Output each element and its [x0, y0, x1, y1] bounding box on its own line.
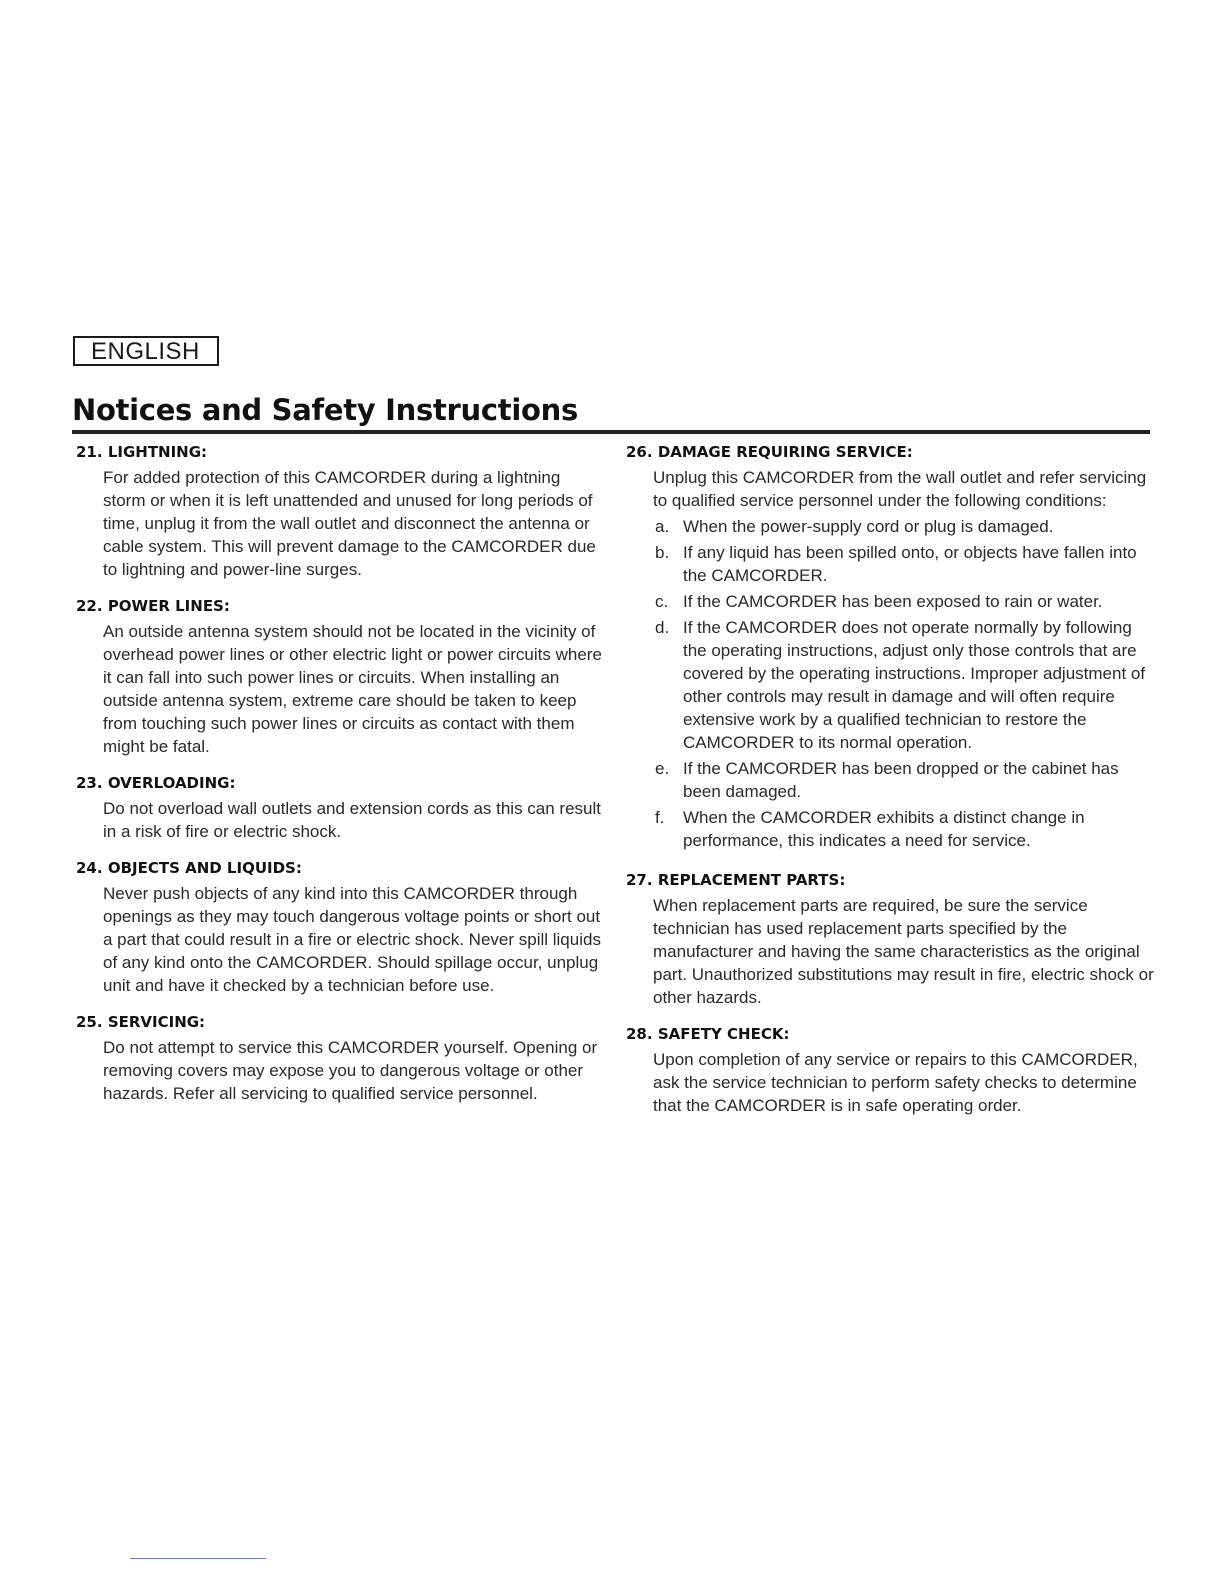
section-servicing: [76, 1010, 606, 1105]
section-heading: SERVICING:: [107, 1013, 206, 1031]
right-column: [626, 440, 1156, 1117]
list-marker: a.: [655, 517, 670, 536]
list-marker: b.: [655, 543, 670, 562]
list-item: [653, 757, 1156, 803]
section-heading: LIGHTNING:: [107, 443, 208, 461]
section-body: When replacement parts are required, be sure the service technician has used replacement parts specified by the manufacturer and having the same characteristics as the original part. Unauthorized substitutions may result in fire, electric shock or other hazards.: [653, 896, 1154, 1007]
section-heading: REPLACEMENT PARTS:: [657, 871, 846, 889]
section-heading: DAMAGE REQUIRING SERVICE:: [657, 443, 913, 461]
section-number: 28.: [626, 1025, 653, 1043]
section-safety-check: [626, 1022, 1156, 1117]
list-item-text: If the CAMCORDER has been dropped or the cabinet has been damaged.: [683, 759, 1119, 801]
left-column: [76, 440, 606, 1105]
section-body: Upon completion of any service or repairs to this CAMCORDER, ask the service technician to perform safety checks to determine that the CAMCORDER is in safe operating order.: [653, 1050, 1138, 1115]
list-item-text: When the power-supply cord or plug is damaged.: [683, 517, 1054, 536]
section-lightning: [76, 440, 606, 581]
section-number: 25.: [76, 1013, 103, 1031]
condition-list: [653, 515, 1156, 852]
footer-line: [130, 1558, 266, 1559]
list-item-text: If the CAMCORDER has been exposed to rain or water.: [683, 592, 1103, 611]
language-label: ENGLISH: [73, 336, 219, 366]
page-title: Notices and Safety Instructions: [72, 393, 578, 427]
list-marker: f.: [655, 808, 665, 827]
list-item: [653, 616, 1156, 754]
section-heading: OBJECTS AND LIQUIDS:: [107, 859, 302, 877]
section-replacement-parts: [626, 868, 1156, 1009]
section-heading: SAFETY CHECK:: [657, 1025, 790, 1043]
section-body: Unplug this CAMCORDER from the wall outlet and refer servicing to qualified service personnel under the following conditions:: [653, 468, 1147, 510]
section-number: 23.: [76, 774, 103, 792]
section-power-lines: [76, 594, 606, 758]
list-item: [653, 515, 1156, 538]
section-number: 22.: [76, 597, 103, 615]
section-damage-requiring-service: [626, 440, 1156, 852]
title-divider: [72, 430, 1150, 434]
list-item-text: When the CAMCORDER exhibits a distinct change in performance, this indicates a need for service.: [683, 808, 1085, 850]
section-number: 27.: [626, 871, 653, 889]
list-marker: e.: [655, 759, 670, 778]
section-heading: POWER LINES:: [107, 597, 230, 615]
list-item-text: If any liquid has been spilled onto, or objects have fallen into the CAMCORDER.: [683, 543, 1137, 585]
list-item: [653, 590, 1156, 613]
section-number: 26.: [626, 443, 653, 461]
section-objects-and-liquids: [76, 856, 606, 997]
section-number: 21.: [76, 443, 103, 461]
list-marker: c.: [655, 592, 669, 611]
section-overloading: [76, 771, 606, 843]
section-body: Never push objects of any kind into this CAMCORDER through openings as they may touch dangerous voltage points or short out a part that could result in a fire or electric shock. Never spill liquids of any kind onto the CAMCORDER. Should spillage occur, unplug unit and have it checked by a technician before use.: [103, 884, 601, 995]
list-item: [653, 806, 1156, 852]
section-body: Do not attempt to service this CAMCORDER yourself. Opening or removing covers may expose you to dangerous voltage or other hazards. Refer all servicing to qualified service personnel.: [103, 1038, 598, 1103]
list-item-text: If the CAMCORDER does not operate normally by following the operating instructions, adjust only those controls that are covered by the operating instructions. Improper adjustment of other controls may result in damage and will often require extensive work by a qualified technician to restore the CAMCORDER to its normal operation.: [683, 618, 1146, 752]
list-marker: d.: [655, 618, 670, 637]
section-number: 24.: [76, 859, 103, 877]
section-body: Do not overload wall outlets and extension cords as this can result in a risk of fire or electric shock.: [103, 799, 601, 841]
section-heading: OVERLOADING:: [107, 774, 236, 792]
list-item: [653, 541, 1156, 587]
section-body: An outside antenna system should not be located in the vicinity of overhead power lines or other electric light or power circuits where it can fall into such power lines or circuits. When installing an outside antenna system, extreme care should be taken to keep from touching such power lines or circuits as contact with them might be fatal.: [103, 622, 602, 756]
section-body: For added protection of this CAMCORDER during a lightning storm or when it is left unattended and unused for long periods of time, unplug it from the wall outlet and disconnect the antenna or cable system. This will prevent damage to the CAMCORDER due to lightning and power-line surges.: [103, 468, 596, 579]
